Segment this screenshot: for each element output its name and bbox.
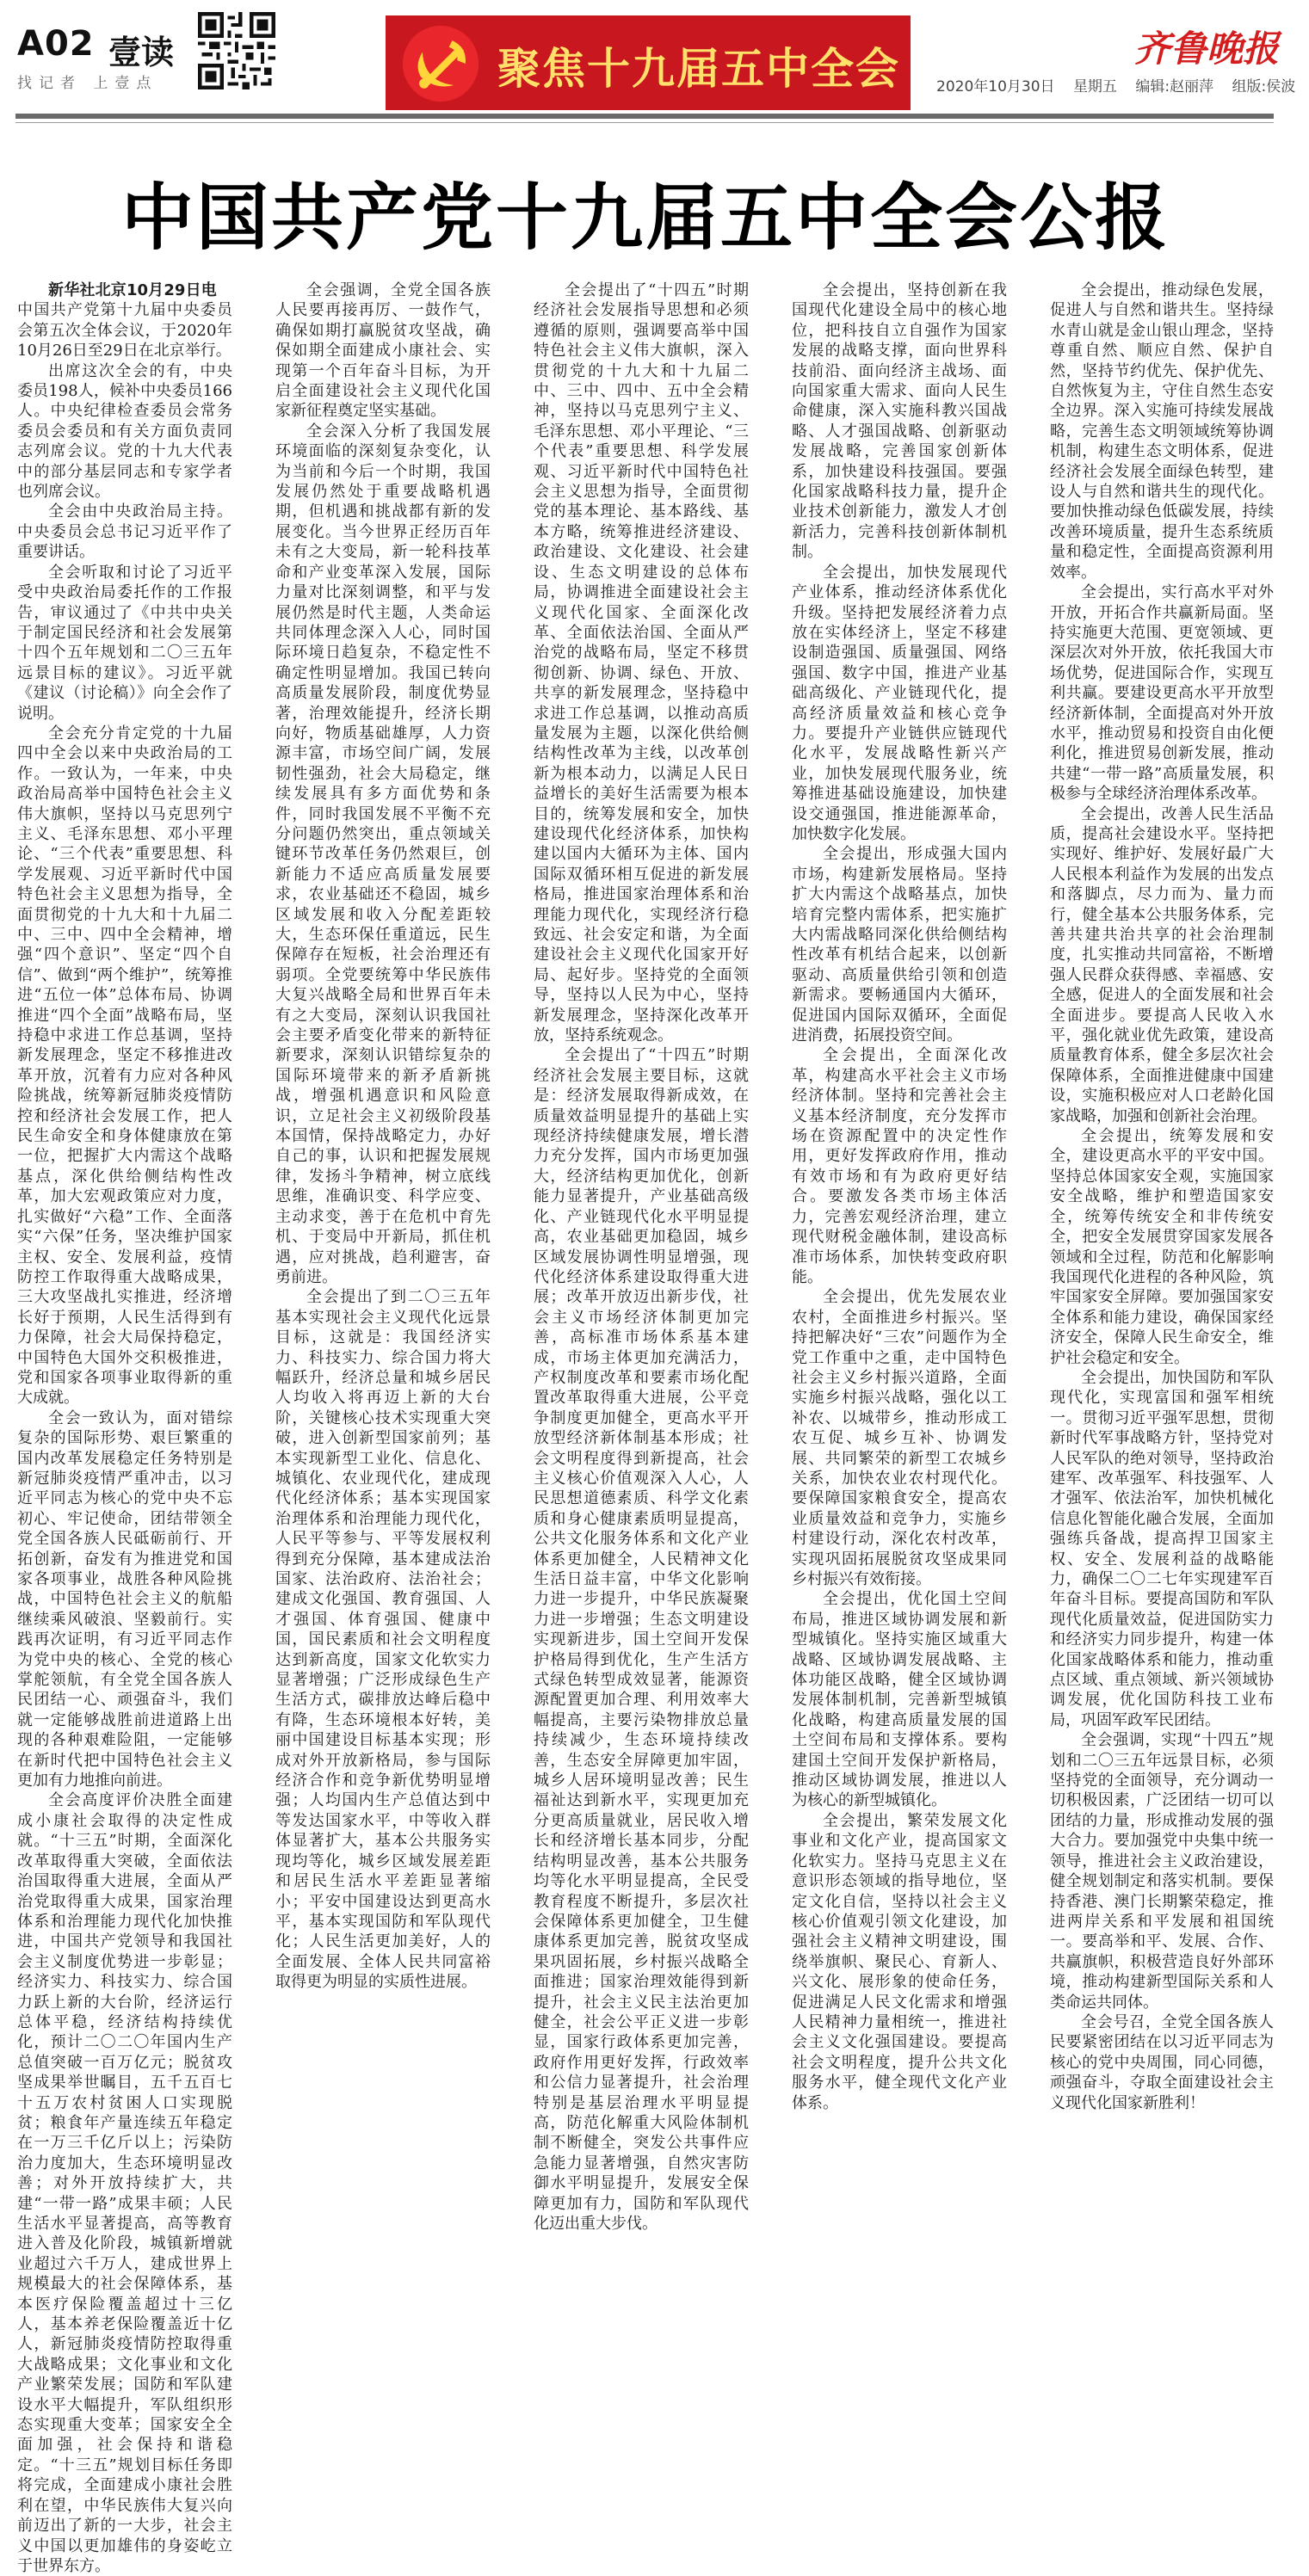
issue-weekday: 星期五 [1072,78,1117,96]
paragraph: 全会充分肯定党的十九届四中全会以来中央政治局的工作。一致认为，一年来，中央政治局高举中国特色社会主义伟大旗帜，坚持以马克思列宁主义、毛泽东思想、邓小平理论、“三个代表”重要思想、科学发展观、习近平新时代中国特色社会主义思想为指导，全面贯彻党的十九大和十九届二中、三中、四中全会精神，增强“四个意识”、坚定“四个自信”、做到“两个维护”，统筹推进“五位一体”总体布局、协调推进“四个全面”战略布局，坚持稳中求进工作总基调，坚持新发展理念，坚定不移推进改革开放，沉着有力应对各种风险挑战，统筹新冠肺炎疫情防控和经济社会发展工作，把人民生命安全和身体健康放在第一位，把握扩大内需这个战略基点，深化供给侧结构性改革，加大宏观政策应对力度，扎实做好“六稳”工作、全面落实“六保”任务，坚决维护国家主权、安全、发展利益，疫情防控工作取得重大战略成果，三大攻坚战扎实推进，经济增长好于预期，人民生活得到有力保障，社会大局保持稳定，中国特色大国外交积极推进，党和国家各项事业取得新的重大成就。 [17,724,232,1408]
paragraph: 全会提出，全面深化改革，构建高水平社会主义市场经济体制。坚持和完善社会主义基本经济制度，充分发挥市场在资源配置中的决定性作用，更好发挥政府作用，推动有效市场和有为政府更好结合。要激发各类市场主体活力，完善宏观经济治理，建立现代财税金融体制，建设高标准市场体系，加快转变政府职能。 [792,1046,1007,1286]
paragraph: 全会提出，优化国土空间布局，推进区域协调发展和新型城镇化。坚持实施区域重大战略、区域协调发展战略、主体功能区战略，健全区域协调发展体制机制，完善新型城镇化战略，构建高质量发展的国土空间布局和支撑体系。要构建国土空间开发保护新格局，推动区域协调发展，推进以人为核心的新型城镇化。 [792,1590,1007,1810]
article-headline: 中国共产党十九届五中全会公报 [120,176,1170,260]
paragraph: 新华社北京10月29日电 中国共产党第十九届中央委员会第五次全体会议，于2020年10月26日至29日在北京举行。 [17,281,232,361]
paragraph: 全会提出，形成强大国内市场，构建新发展格局。坚持扩大内需这个战略基点，加快培育完整内需体系，把实施扩大内需战略同深化供给侧结构性改革有机结合起来，以创新驱动、高质量供给引领和创造新需求。要畅通国内大循环，促进国内国际双循环，全面促进消费，拓展投资空间。 [792,845,1007,1045]
paragraph: 全会深入分析了我国发展环境面临的深刻复杂变化，认为当前和今后一个时期，我国发展仍然处于重要战略机遇期，但机遇和挑战都有新的发展变化。当今世界正经历百年未有之大变局，新一轮科技革命和产业变革深入发展，国际力量对比深刻调整，和平与发展仍然是时代主题，人类命运共同体理念深入人心，同时国际环境日趋复杂，不稳定性不确定性明显增加。我国已转向高质量发展阶段，制度优势显著，治理效能提升，经济长期向好，物质基础雄厚，人力资源丰富，市场空间广阔，发展韧性强劲，社会大局稳定，继续发展具有多方面优势和条件，同时我国发展不平衡不充分问题仍然突出，重点领域关键环节改革任务仍然艰巨，创新能力不适应高质量发展要求，农业基础还不稳固，城乡区域发展和收入分配差距较大，生态环保任重道远，民生保障存在短板，社会治理还有弱项。全党要统筹中华民族伟大复兴战略全局和世界百年未有之大变局，深刻认识我国社会主要矛盾变化带来的新特征新要求，深刻认识错综复杂的国际环境带来的新矛盾新挑战，增强机遇意识和风险意识，立足社会主义初级阶段基本国情，保持战略定力，办好自己的事，认识和把握发展规律，发扬斗争精神，树立底线思维，准确识变、科学应变、主动求变，善于在危机中育先机、于变局中开新局，抓住机遇，应对挑战，趋利避害，奋勇前进。 [275,422,491,1286]
paragraph: 全会一致认为，面对错综复杂的国际形势、艰巨繁重的国内改革发展稳定任务特别是新冠肺炎疫情严重冲击，以习近平同志为核心的党中央不忘初心、牢记使命，团结带领全党全国各族人民砥砺前行、开拓创新，奋发有为推进党和国家各项事业，战胜各种风险挑战，中国特色社会主义的航船继续乘风破浪、坚毅前行。实践再次证明，有习近平同志作为党中央的核心、全党的核心掌舵领航，有全党全国各族人民团结一心、顽强奋斗，我们就一定能够战胜前进道路上出现的各种艰难险阻，一定能够在新时代把中国特色社会主义更加有力地推向前进。 [17,1408,232,1790]
layout-credit: 组版:侯波 [1232,78,1296,96]
paragraph: 全会强调，实现“十四五”规划和二〇三五年远景目标，必须坚持党的全面领导，充分调动一切积极因素，广泛团结一切可以团结的力量，形成推动发展的强大合力。要加强党中央集中统一领导，推进社会主义政治建设，健全规划制定和落实机制。要保持香港、澳门长期繁荣稳定，推进两岸关系和平发展和祖国统一。要高举和平、发展、合作、共赢旗帜，积极营造良好外部环境，推动构建新型国际关系和人类命运共同体。 [1050,1731,1274,2012]
paragraph: 全会提出了到二〇三五年基本实现社会主义现代化远景目标，这就是：我国经济实力、科技实力、综合国力将大幅跃升，经济总量和城乡居民人均收入将再迈上新的大台阶，关键核心技术实现重大突破，进入创新型国家前列；基本实现新型工业化、信息化、城镇化、农业现代化，建成现代化经济体系；基本实现国家治理体系和治理能力现代化，人民平等参与、平等发展权利得到充分保障，基本建成法治国家、法治政府、法治社会；建成文化强国、教育强国、人才强国、体育强国、健康中国，国民素质和社会文明程度达到新高度，国家文化软实力显著增强；广泛形成绿色生产生活方式，碳排放达峰后稳中有降，生态环境根本好转，美丽中国建设目标基本实现；形成对外开放新格局，参与国际经济合作和竞争新优势明显增强；人均国内生产总值达到中等发达国家水平，中等收入群体显著扩大，基本公共服务实现均等化，城乡区域发展差距和居民生活水平差距显著缩小；平安中国建设达到更高水平，基本实现国防和军队现代化；人民生活更加美好，人的全面发展、全体人民共同富裕取得更为明显的实质性进展。 [275,1288,491,1992]
section-banner [386,15,911,110]
paragraph: 全会提出，推动绿色发展，促进人与自然和谐共生。坚持绿水青山就是金山银山理念，坚持尊重自然、顺应自然、保护自然，坚持节约优先、保护优先、自然恢复为主，守住自然生态安全边界。深入实施可持续发展战略，完善生态文明领域统筹协调机制，构建生态文明体系，促进经济社会发展全面绿色转型，建设人与自然和谐共生的现代化。要加快推动绿色低碳发展，持续改善环境质量，提升生态系统质量和稳定性，全面提高资源利用效率。 [1050,281,1274,582]
column-2 [275,280,491,2070]
paragraph: 全会由中央政治局主持。中央委员会总书记习近平作了重要讲话。 [17,502,232,562]
paragraph: 全会听取和讨论了习近平受中央政治局委托作的工作报告，审议通过了《中共中央关于制定国民经济和社会发展第十四个五年规划和二〇三五年远景目标的建议》。习近平就《建议（讨论稿）》向全会作了说明。 [17,563,232,723]
paragraph: 全会强调，全党全国各族人民要再接再厉、一鼓作气，确保如期打赢脱贫攻坚战，确保如期全面建成小康社会、实现第一个百年奋斗目标，为开启全面建设社会主义现代化国家新征程奠定坚实基础。 [275,281,491,421]
header-rule [15,114,1274,119]
paragraph: 全会提出，改善人民生活品质，提高社会建设水平。坚持把实现好、维护好、发展好最广大人民根本利益作为发展的出发点和落脚点，尽力而为、量力而行，健全基本公共服务体系，完善共建共治共享的社会治理制度，扎实推动共同富裕，不断增强人民群众获得感、幸福感、安全感，促进人的全面发展和社会全面进步。要提高人民收入水平，强化就业优先政策，建设高质量教育体系，健全多层次社会保障体系，全面推进健康中国建设，实施积极应对人口老龄化国家战略，加强和创新社会治理。 [1050,804,1274,1125]
newspaper-logo: 齐鲁晚报 [1134,28,1280,70]
paragraph: 全会提出了“十四五”时期经济社会发展指导思想和必须遵循的原则，强调要高举中国特色社会主义伟大旗帜，深入贯彻党的十九大和十九届二中、三中、四中、五中全会精神，坚持以马克思列宁主义、毛泽东思想、邓小平理论、“三个代表”重要思想、科学发展观、习近平新时代中国特色社会主义思想为指导，全面贯彻党的基本理论、基本路线、基本方略，统筹推进经济建设、政治建设、文化建设、社会建设、生态文明建设的总体布局，协调推进全面建设社会主义现代化国家、全面深化改革、全面依法治国、全面从严治党的战略布局，坚定不移贯彻创新、协调、绿色、开放、共享的新发展理念，坚持稳中求进工作总基调，以推动高质量发展为主题，以深化供给侧结构性改革为主线，以改革创新为根本动力，以满足人民日益增长的美好生活需要为根本目的，统筹发展和安全，加快建设现代化经济体系，加快构建以国内大循环为主体、国内国际双循环相互促进的新发展格局，推进国家治理体系和治理能力现代化，实现经济行稳致远、社会安定和谐，为全面建设社会主义现代化国家开好局、起好步。坚持党的全面领导，坚持以人民为中心，坚持新发展理念，坚持深化改革开放，坚持系统观念。 [534,281,749,1045]
paragraph: 全会高度评价决胜全面建成小康社会取得的决定性成就。“十三五”时期，全面深化改革取得重大突破，全面依法治国取得重大进展，全面从严治党取得重大成果，国家治理体系和治理能力现代化加快推进，中国共产党领导和我国社会主义制度优势进一步彰显；经济实力、科技实力、综合国力跃上新的大台阶，经济运行总体平稳，经济结构持续优化，预计二〇二〇年国内生产总值突破一百万亿元；脱贫攻坚成果举世瞩目，五千五百七十五万农村贫困人口实现脱贫；粮食年产量连续五年稳定在一万三千亿斤以上；污染防治力度加大，生态环境明显改善；对外开放持续扩大，共建“一带一路”成果丰硕；人民生活水平显著提高，高等教育进入普及化阶段，城镇新增就业超过六千万人，建成世界上规模最大的社会保障体系，基本医疗保险覆盖超过十三亿人，基本养老保险覆盖近十亿人，新冠肺炎疫情防控取得重大战略成果；文化事业和文化产业繁荣发展；国防和军队建设水平大幅提升，军队组织形态实现重大变革；国家安全全面加强，社会保持和谐稳定。“十三五”规划目标任务即将完成，全面建成小康社会胜利在望，中华民族伟大复兴向前迈出了新的一大步，社会主义中国以更加雄伟的身姿屹立于世界东方。 [17,1791,232,2575]
qr-code-icon [198,12,275,89]
page-number: A02 [17,24,95,64]
paragraph: 全会提出，繁荣发展文化事业和文化产业，提高国家文化软实力。坚持马克思主义在意识形态领域的指导地位，坚定文化自信，坚持以社会主义核心价值观引领文化建设，加强社会主义精神文明建设，围绕举旗帜、聚民心、育新人、兴文化、展形象的使命任务，促进满足人民文化需求和增强人民精神力量相统一，推进社会主义文化强国建设。要提高社会文明程度，提升公共文化服务水平，健全现代文化产业体系。 [792,1811,1007,2112]
article-body [17,280,1274,2575]
issue-meta [936,74,1309,96]
column-5 [1050,280,1274,2112]
column-3 [534,280,749,2233]
editor-credit: 编辑:赵丽萍 [1135,78,1214,96]
banner-title: 聚焦十九届五中全会 [497,43,900,94]
column-4 [792,280,1007,2112]
section-name: 壹读 [108,33,175,71]
paragraph: 全会提出，坚持创新在我国现代化建设全局中的核心地位，把科技自立自强作为国家发展的战略支撑，面向世界科技前沿、面向经济主战场、面向国家重大需求、面向人民生命健康，深入实施科教兴国战略、人才强国战略、创新驱动发展战略，完善国家创新体系，加快建设科技强国。要强化国家战略科技力量，提升企业技术创新能力，激发人才创新活力，完善科技创新体制机制。 [792,281,1007,562]
party-emblem-icon [399,22,482,105]
paragraph: 全会提出，实行高水平对外开放，开拓合作共赢新局面。坚持实施更大范围、更宽领域、更深层次对外开放，依托我国大市场优势，促进国际合作，实现互利共赢。要建设更高水平开放型经济新体制，全面提高对外开放水平，推动贸易和投资自由化便利化，推进贸易创新发展，推动共建“一带一路”高质量发展，积极参与全球经济治理体系改革。 [1050,583,1274,804]
paragraph: 出席这次全会的有，中央委员198人，候补中央委员166人。中央纪律检查委员会常务委员会委员和有关方面负责同志列席会议。党的十九大代表中的部分基层同志和专家学者也列席会议。 [17,361,232,502]
paragraph: 全会提出，优先发展农业农村，全面推进乡村振兴。坚持把解决好“三农”问题作为全党工作重中之重，走中国特色社会主义乡村振兴道路，全面实施乡村振兴战略，强化以工补农、以城带乡，推动形成工农互促、城乡互补、协调发展、共同繁荣的新型工农城乡关系，加快农业农村现代化。要保障国家粮食安全，提高农业质量效益和竞争力，实施乡村建设行动，深化农村改革，实现巩固拓展脱贫攻坚成果同乡村振兴有效衔接。 [792,1288,1007,1588]
issue-date: 2020年10月30日 [936,78,1055,96]
dateline: 新华社北京10月29日电 [48,281,217,299]
header-rule-thin [15,122,1274,123]
paragraph: 全会提出，统筹发展和安全，建设更高水平的平安中国。坚持总体国家安全观，实施国家安全战略，维护和塑造国家安全，统筹传统安全和非传统安全，把安全发展贯穿国家发展各领域和全过程，防范和化解影响我国现代化进程的各种风险，筑牢国家安全屏障。要加强国家安全体系和能力建设，确保国家经济安全，保障人民生命安全，维护社会稳定和安全。 [1050,1127,1274,1367]
paragraph: 全会号召，全党全国各族人民要紧密团结在以习近平同志为核心的党中央周围，同心同德，顽强奋斗，夺取全面建设社会主义现代化国家新胜利！ [1050,2012,1274,2112]
paragraph: 全会提出，加快发展现代产业体系，推动经济体系优化升级。坚持把发展经济着力点放在实体经济上，坚定不移建设制造强国、质量强国、网络强国、数字中国，推进产业基础高级化、产业链现代化，提高经济质量效益和核心竞争力。要提升产业链供应链现代化水平，发展战略性新兴产业，加快发展现代服务业，统筹推进基础设施建设，加快建设交通强国，推进能源革命，加快数字化发展。 [792,563,1007,843]
slogan: 找记者 上壹点 [17,75,158,92]
paragraph: 全会提出，加快国防和军队现代化，实现富国和强军相统一。贯彻习近平强军思想，贯彻新时代军事战略方针，坚持党对人民军队的绝对领导，坚持政治建军、改革强军、科技强军、人才强军、依法治军，加快机械化信息化智能化融合发展，全面加强练兵备战，提高捍卫国家主权、安全、发展利益的战略能力，确保二〇二七年实现建军百年奋斗目标。要提高国防和军队现代化质量效益，促进国防实力和经济实力同步提升，构建一体化国家战略体系和能力，推动重点区域、重点领域、新兴领域协调发展，优化国防科技工业布局，巩固军政军民团结。 [1050,1368,1274,1729]
paragraph: 全会提出了“十四五”时期经济社会发展主要目标，这就是：经济发展取得新成效，在质量效益明显提升的基础上实现经济持续健康发展，增长潜力充分发挥，国内市场更加强大，经济结构更加优化，创新能力显著提升，产业基础高级化、产业链现代化水平明显提高，农业基础更加稳固，城乡区域发展协调性明显增强，现代化经济体系建设取得重大进展；改革开放迈出新步伐，社会主义市场经济体制更加完善，高标准市场体系基本建成，市场主体更加充满活力，产权制度改革和要素市场化配置改革取得重大进展，公平竞争制度更加健全，更高水平开放型经济新体制基本形成；社会文明程度得到新提高，社会主义核心价值观深入人心，人民思想道德素质、科学文化素质和身心健康素质明显提高，公共文化服务体系和文化产业体系更加健全，人民精神文化生活日益丰富，中华文化影响力进一步提升，中华民族凝聚力进一步增强；生态文明建设实现新进步，国土空间开发保护格局得到优化，生产生活方式绿色转型成效显著，能源资源配置更加合理、利用效率大幅提高，主要污染物排放总量持续减少，生态环境持续改善，生态安全屏障更加牢固，城乡人居环境明显改善；民生福祉达到新水平，实现更加充分更高质量就业，居民收入增长和经济增长基本同步，分配结构明显改善，基本公共服务均等化水平明显提高，全民受教育程度不断提升，多层次社会保障体系更加健全，卫生健康体系更加完善，脱贫攻坚成果巩固拓展，乡村振兴战略全面推进；国家治理效能得到新提升，社会主义民主法治更加健全，社会公平正义进一步彰显，国家行政体系更加完善，政府作用更好发挥，行政效率和公信力显著提升，社会治理特别是基层治理水平明显提高，防范化解重大风险体制机制不断健全，突发公共事件应急能力显著增强，自然灾害防御水平明显提升，发展安全保障更加有力，国防和军队现代化迈出重大步伐。 [534,1046,749,2233]
column-1 [17,280,232,2575]
